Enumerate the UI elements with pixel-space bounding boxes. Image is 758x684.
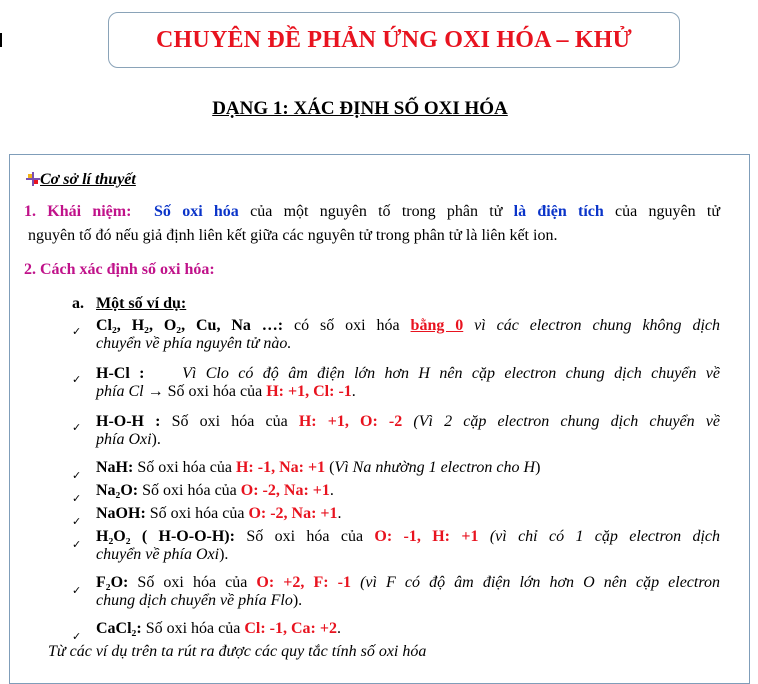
section-subtitle: DẠNG 1: XÁC ĐỊNH SỐ OXI HÓA	[212, 98, 508, 119]
sub-a-marker: a.	[72, 295, 84, 312]
check-icon: ✓	[72, 374, 82, 386]
formula: Na₂O:	[96, 482, 139, 499]
method-heading: 2. Cách xác định số oxi hóa:	[24, 261, 215, 278]
sub-a-heading	[72, 295, 186, 313]
oxidation-value: H: -1, Na: +1	[235, 459, 326, 476]
oxidation-value: Cl: -1, Ca: +2	[244, 620, 337, 637]
concept-text-b: của nguyên tử	[603, 203, 721, 220]
explanation: Vì Clo có độ âm điện lớn hơn H nên cặp electron chung dịch chuyển về	[182, 365, 721, 382]
example-f2o	[96, 574, 720, 610]
example-cacl2	[96, 620, 720, 638]
text-cursor	[0, 33, 2, 47]
end: .	[337, 505, 342, 522]
text: Số oxi hóa của	[141, 620, 245, 637]
end: ).	[292, 592, 303, 609]
sub-a-label: Một số ví dụ:	[96, 295, 187, 312]
end: ).	[151, 431, 161, 448]
title-box	[108, 12, 680, 68]
arrow-icon: →	[143, 383, 168, 400]
example-hcl	[96, 365, 720, 401]
example-naoh	[96, 505, 720, 523]
explanation-cont: chuyển về phía Oxi	[96, 546, 220, 563]
concept-label: 1. Khái niệm:	[24, 203, 132, 220]
conclusion-line: Từ các ví dụ trên ta rút ra được các quy tắc tính số oxi hóa	[48, 643, 427, 660]
end: )	[535, 459, 541, 476]
check-icon: ✓	[72, 631, 82, 643]
example-h2o2	[96, 528, 720, 564]
check-icon: ✓	[72, 422, 82, 434]
concept-line-2: nguyên tố đó nếu giả định liên kết giữa các nguyên tử trong phân tử là liên kết ion.	[28, 227, 558, 244]
explanation-cont: chuyển về phía nguyên tử nào.	[96, 335, 292, 352]
end: .	[351, 383, 356, 400]
content-box	[9, 154, 750, 684]
example-na2o	[96, 482, 720, 500]
explanation-cont: phía Cl	[96, 383, 144, 400]
oxidation-value: O: -2, Na: +1	[240, 482, 330, 499]
explanation: (vì F có độ âm điện lớn hơn O nên cặp electron	[351, 574, 720, 591]
oxidation-value: O: -2, Na: +1	[248, 505, 338, 522]
check-icon: ✓	[72, 539, 82, 551]
text: Số oxi hóa của	[167, 383, 267, 400]
check-icon: ✓	[72, 470, 82, 482]
text: Số oxi hóa của	[133, 459, 236, 476]
formula: F₂O:	[96, 574, 129, 591]
explanation: (Vì 2 cặp electron chung dịch chuyển về	[402, 413, 721, 430]
end: .	[337, 620, 341, 637]
end: .	[329, 482, 334, 499]
formula: H-O-H :	[96, 413, 161, 430]
explanation: vì các electron chung không dịch	[463, 317, 721, 334]
text: có số oxi hóa	[283, 317, 411, 334]
example-h2o	[96, 413, 720, 449]
formula: NaOH:	[96, 505, 146, 522]
text: Số oxi hóa của	[234, 528, 375, 545]
pin-bullet-icon	[26, 172, 40, 186]
formula: Cl₂, H₂, O₂, Cu, Na …:	[96, 317, 284, 334]
oxidation-value: O: +2, F: -1	[256, 574, 351, 591]
check-icon: ✓	[72, 585, 82, 597]
formula: CaCl₂:	[96, 620, 142, 637]
text: Số oxi hóa của	[160, 413, 299, 430]
formula: NaH:	[96, 459, 134, 476]
text: Số oxi hóa của	[138, 482, 241, 499]
text: Số oxi hóa của	[145, 505, 249, 522]
concept-line-1	[24, 203, 720, 221]
theory-heading: Cơ sở lí thuyết	[40, 171, 136, 188]
oxidation-value: O: -1, H: +1	[374, 528, 479, 545]
text: (	[325, 459, 335, 476]
explanation-cont: chung dịch chuyển về phía Flo	[96, 592, 293, 609]
concept-emph: là điện tích	[513, 203, 604, 220]
concept-term: Số oxi hóa	[154, 203, 239, 220]
check-icon: ✓	[72, 326, 82, 338]
explanation: Vì Na nhường 1 electron cho H	[334, 459, 536, 476]
formula: H₂O₂ ( H-O-O-H):	[96, 528, 235, 545]
text: Số oxi hóa của	[128, 574, 257, 591]
check-icon: ✓	[72, 516, 82, 528]
example-cl2	[96, 317, 720, 353]
explanation: (vì chỉ có 1 cặp electron dịch	[478, 528, 720, 545]
explanation-cont: phía Oxi	[96, 431, 152, 448]
formula: H-Cl :	[96, 365, 145, 382]
oxidation-value: H: +1, O: -2	[298, 413, 403, 430]
oxidation-value: bằng 0	[410, 317, 464, 334]
oxidation-value: H: +1, Cl: -1	[266, 383, 352, 400]
concept-text-a: của một nguyên tố trong phân tử	[238, 203, 514, 220]
end: ).	[219, 546, 229, 563]
document-title: CHUYÊN ĐỀ PHẢN ỨNG OXI HÓA – KHỬ	[156, 26, 632, 53]
check-icon: ✓	[72, 493, 82, 505]
example-nah	[96, 459, 720, 477]
